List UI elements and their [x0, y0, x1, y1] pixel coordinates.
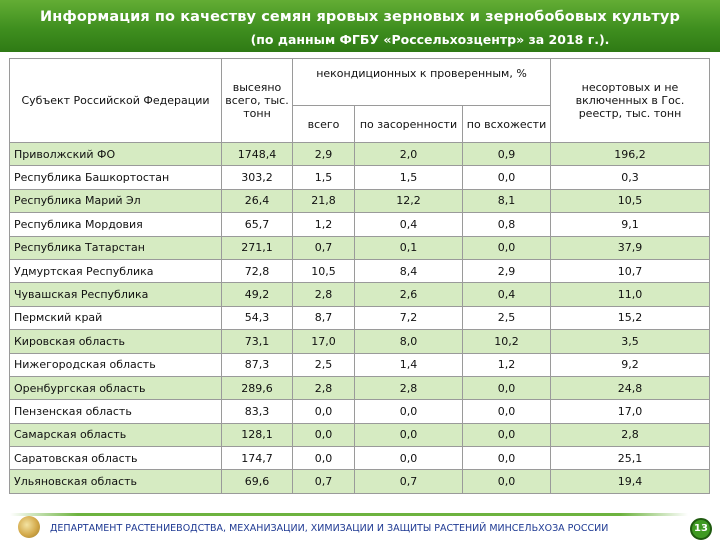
- sown-value: 289,6: [222, 376, 293, 399]
- substandard-germination: 10,2: [463, 330, 551, 353]
- non-variety-value: 15,2: [551, 306, 710, 329]
- region-name: Республика Марий Эл: [10, 189, 222, 212]
- sown-value: 26,4: [222, 189, 293, 212]
- sown-value: 271,1: [222, 236, 293, 259]
- page-number-badge: 13: [690, 518, 712, 540]
- non-variety-value: 2,8: [551, 423, 710, 446]
- header-by-weeds: по засоренности: [355, 106, 463, 143]
- substandard-germination: 0,0: [463, 376, 551, 399]
- table-row: [10, 423, 710, 446]
- table-row: [10, 470, 710, 493]
- region-name: Оренбургская область: [10, 376, 222, 399]
- non-variety-value: 9,2: [551, 353, 710, 376]
- substandard-total: 2,8: [293, 376, 355, 399]
- non-variety-value: 11,0: [551, 283, 710, 306]
- seed-quality-table: [9, 58, 710, 494]
- table-row: [10, 353, 710, 376]
- substandard-weeds: 1,4: [355, 353, 463, 376]
- substandard-total: 0,7: [293, 236, 355, 259]
- substandard-weeds: 0,1: [355, 236, 463, 259]
- non-variety-value: 0,3: [551, 166, 710, 189]
- table-row: [10, 189, 710, 212]
- substandard-total: 17,0: [293, 330, 355, 353]
- substandard-total: 2,9: [293, 143, 355, 166]
- substandard-weeds: 8,4: [355, 259, 463, 282]
- non-variety-value: 17,0: [551, 400, 710, 423]
- sown-value: 83,3: [222, 400, 293, 423]
- substandard-total: 0,7: [293, 470, 355, 493]
- sown-value: 128,1: [222, 423, 293, 446]
- header-by-germination: по всхожести: [463, 106, 551, 143]
- region-name: Чувашская Республика: [10, 283, 222, 306]
- substandard-weeds: 0,4: [355, 213, 463, 236]
- substandard-weeds: 0,7: [355, 470, 463, 493]
- substandard-germination: 0,0: [463, 400, 551, 423]
- substandard-weeds: 0,0: [355, 400, 463, 423]
- substandard-weeds: 7,2: [355, 306, 463, 329]
- title-banner: [0, 0, 720, 52]
- non-variety-value: 25,1: [551, 447, 710, 470]
- substandard-germination: 0,4: [463, 283, 551, 306]
- footer-divider: [10, 513, 688, 516]
- substandard-germination: 0,0: [463, 166, 551, 189]
- substandard-total: 2,5: [293, 353, 355, 376]
- substandard-total: 21,8: [293, 189, 355, 212]
- substandard-weeds: 2,6: [355, 283, 463, 306]
- table-body: [10, 143, 710, 494]
- substandard-germination: 1,2: [463, 353, 551, 376]
- substandard-weeds: 2,8: [355, 376, 463, 399]
- substandard-germination: 0,9: [463, 143, 551, 166]
- page-subtitle: (по данным ФГБУ «Россельхозцентр» за 2018 г.).: [250, 32, 610, 47]
- non-variety-value: 10,7: [551, 259, 710, 282]
- table-row: [10, 376, 710, 399]
- footer: [0, 510, 720, 540]
- non-variety-value: 24,8: [551, 376, 710, 399]
- substandard-weeds: 1,5: [355, 166, 463, 189]
- region-name: Республика Мордовия: [10, 213, 222, 236]
- ministry-emblem-icon: [18, 516, 40, 538]
- table-row: [10, 143, 710, 166]
- table-row: [10, 283, 710, 306]
- substandard-weeds: 0,0: [355, 447, 463, 470]
- sown-value: 72,8: [222, 259, 293, 282]
- header-total: всего: [293, 106, 355, 143]
- substandard-germination: 2,9: [463, 259, 551, 282]
- substandard-germination: 0,0: [463, 236, 551, 259]
- sown-value: 87,3: [222, 353, 293, 376]
- region-name: Ульяновская область: [10, 470, 222, 493]
- header-non-variety: несортовых и не включенных в Гос. реестр, тыс. тонн: [551, 59, 710, 143]
- substandard-germination: 0,0: [463, 447, 551, 470]
- substandard-germination: 0,0: [463, 423, 551, 446]
- sown-value: 1748,4: [222, 143, 293, 166]
- region-name: Саратовская область: [10, 447, 222, 470]
- substandard-total: 10,5: [293, 259, 355, 282]
- non-variety-value: 9,1: [551, 213, 710, 236]
- region-name: Пензенская область: [10, 400, 222, 423]
- substandard-total: 8,7: [293, 306, 355, 329]
- region-name: Республика Башкортостан: [10, 166, 222, 189]
- table-row: [10, 166, 710, 189]
- table-row: [10, 236, 710, 259]
- substandard-germination: 0,0: [463, 470, 551, 493]
- sown-value: 49,2: [222, 283, 293, 306]
- substandard-germination: 8,1: [463, 189, 551, 212]
- table-row: [10, 400, 710, 423]
- non-variety-value: 19,4: [551, 470, 710, 493]
- substandard-total: 0,0: [293, 400, 355, 423]
- header-subject: Субъект Российской Федерации: [10, 59, 222, 143]
- table-row: [10, 259, 710, 282]
- region-name: Приволжский ФО: [10, 143, 222, 166]
- region-name: Самарская область: [10, 423, 222, 446]
- non-variety-value: 196,2: [551, 143, 710, 166]
- region-name: Пермский край: [10, 306, 222, 329]
- substandard-germination: 2,5: [463, 306, 551, 329]
- table-row: [10, 213, 710, 236]
- sown-value: 303,2: [222, 166, 293, 189]
- substandard-total: 2,8: [293, 283, 355, 306]
- sown-value: 65,7: [222, 213, 293, 236]
- non-variety-value: 3,5: [551, 330, 710, 353]
- region-name: Республика Татарстан: [10, 236, 222, 259]
- header-sown: высеяно всего, тыс. тонн: [222, 59, 293, 143]
- page-title: Информация по качеству семян яровых зерновых и зернобобовых культур: [40, 9, 680, 25]
- sown-value: 69,6: [222, 470, 293, 493]
- substandard-weeds: 0,0: [355, 423, 463, 446]
- sown-value: 54,3: [222, 306, 293, 329]
- department-name: ДЕПАРТАМЕНТ РАСТЕНИЕВОДСТВА, МЕХАНИЗАЦИИ, ХИМИЗАЦИИ И ЗАЩИТЫ РАСТЕНИЙ МИНСЕЛЬХОЗА РОССИИ: [50, 523, 609, 534]
- header-substandard: некондиционных к проверенным, %: [293, 59, 551, 106]
- region-name: Нижегородская область: [10, 353, 222, 376]
- region-name: Кировская область: [10, 330, 222, 353]
- non-variety-value: 37,9: [551, 236, 710, 259]
- substandard-total: 1,5: [293, 166, 355, 189]
- table-row: [10, 447, 710, 470]
- substandard-total: 0,0: [293, 447, 355, 470]
- substandard-weeds: 2,0: [355, 143, 463, 166]
- region-name: Удмуртская Республика: [10, 259, 222, 282]
- sown-value: 73,1: [222, 330, 293, 353]
- non-variety-value: 10,5: [551, 189, 710, 212]
- table-row: [10, 330, 710, 353]
- sown-value: 174,7: [222, 447, 293, 470]
- substandard-weeds: 8,0: [355, 330, 463, 353]
- substandard-weeds: 12,2: [355, 189, 463, 212]
- substandard-germination: 0,8: [463, 213, 551, 236]
- table-row: [10, 306, 710, 329]
- substandard-total: 1,2: [293, 213, 355, 236]
- substandard-total: 0,0: [293, 423, 355, 446]
